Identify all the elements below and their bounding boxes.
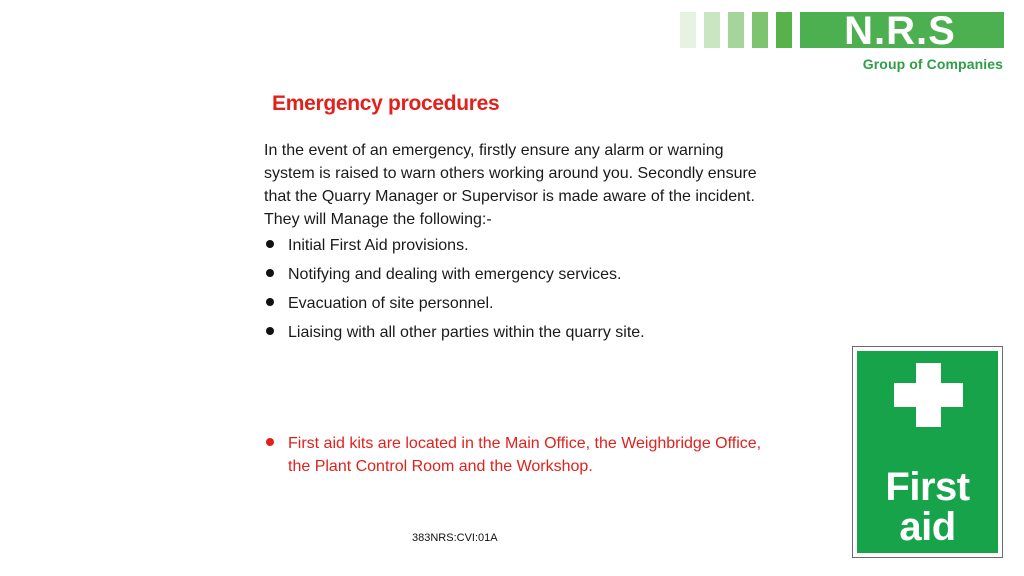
body-content: [264, 139, 764, 350]
logo-tagline: Group of Companies: [862, 56, 1003, 72]
sign-label-line1: First: [885, 465, 970, 509]
document-code: 383NRS:CVI:01A: [412, 532, 498, 544]
nrs-logo: [680, 10, 1004, 76]
sign-label-line2: aid: [899, 505, 956, 549]
bullet-icon: [266, 240, 274, 248]
first-aid-cross-bar: [894, 383, 963, 407]
list-item: [264, 234, 764, 263]
intro-paragraph: In the event of an emergency, firstly ensure any alarm or warning system is raised to warn others working around you. Secondly ensure that the Quarry Manager or Supervisor is made aware of the incident.: [264, 142, 757, 205]
list-item: [264, 292, 764, 321]
list-item-text: Liaising with all other parties within the quarry site.: [288, 324, 645, 341]
manage-heading: They will Manage the following:-: [264, 211, 492, 228]
bullet-icon: [266, 298, 274, 306]
list-item-text: Initial First Aid provisions.: [288, 237, 469, 254]
note-text: First aid kits are located in the Main Office, the Weighbridge Office, the Plant Control Room and the Workshop.: [288, 435, 762, 475]
sign-label: [857, 467, 998, 547]
logo-stripes: [680, 12, 792, 48]
responsibility-list: [264, 234, 764, 350]
bullet-icon: [266, 438, 274, 446]
bullet-icon: [266, 269, 274, 277]
first-aid-kits-note: [264, 432, 774, 478]
logo-brand-text: N.R.S: [844, 10, 956, 52]
list-item-text: Evacuation of site personnel.: [288, 295, 494, 312]
list-item-text: Notifying and dealing with emergency services.: [288, 266, 622, 283]
list-item: [264, 321, 764, 350]
page-title: Emergency procedures: [272, 92, 500, 115]
logo-graphic: [680, 10, 1004, 52]
list-item: [264, 263, 764, 292]
sign-background: [857, 351, 998, 553]
first-aid-sign: [852, 346, 1003, 558]
bullet-icon: [266, 327, 274, 335]
